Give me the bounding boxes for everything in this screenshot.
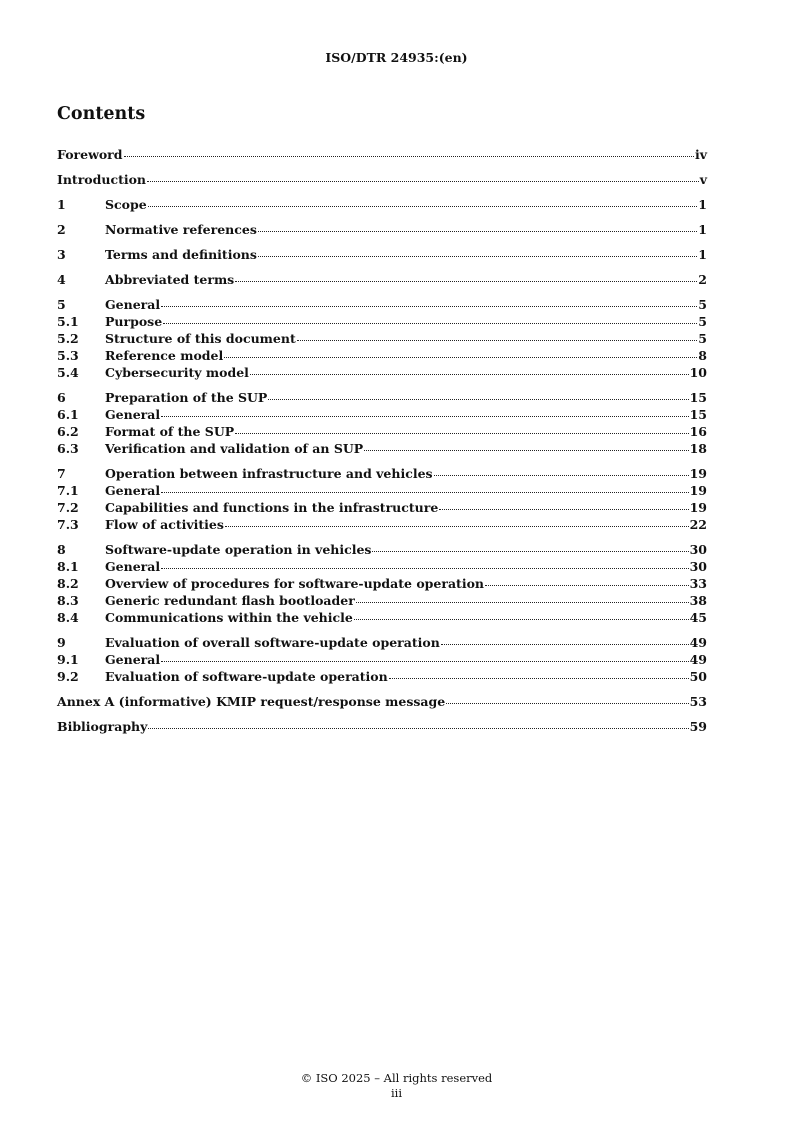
toc-dot-leader <box>235 278 697 282</box>
toc-entry-number: 6.3 <box>57 441 79 456</box>
toc-entry-number: 9 <box>57 635 66 650</box>
toc-entry-number: 8.4 <box>57 610 79 625</box>
toc-entry-number: 9.2 <box>57 669 79 684</box>
toc-entry-number: 2 <box>57 222 66 237</box>
toc-dot-leader <box>148 203 698 207</box>
toc-entry-page: 8 <box>698 348 707 363</box>
contents-title: Contents <box>57 104 146 124</box>
toc-entry-title: Structure of this document <box>105 331 296 346</box>
toc-dot-leader <box>147 178 699 182</box>
toc-dot-leader <box>434 472 689 476</box>
toc-dot-leader <box>225 523 689 527</box>
toc-dot-leader <box>250 371 689 375</box>
toc-entry-title: Software-update operation in vehicles <box>105 542 372 557</box>
toc-entry-number: 7.1 <box>57 483 79 498</box>
toc-entry[interactable] <box>57 482 707 499</box>
page-header: ISO/DTR 24935:(en) <box>325 50 468 65</box>
toc-entry[interactable] <box>57 693 707 710</box>
toc-entry-number: 8.2 <box>57 576 79 591</box>
toc-entry[interactable] <box>57 651 707 668</box>
toc-entry-title: Verification and validation of an SUP <box>105 441 364 456</box>
toc-entry-title: Scope <box>105 197 147 212</box>
toc-dot-leader <box>161 565 688 569</box>
toc-dot-leader <box>439 506 688 510</box>
toc-entry[interactable] <box>57 609 707 626</box>
toc-entry-title: Flow of activities <box>105 517 224 532</box>
toc-entry[interactable] <box>57 592 707 609</box>
toc-entry-page: 16 <box>689 424 707 439</box>
toc-entry-number: 1 <box>57 197 66 212</box>
toc-entry[interactable] <box>57 465 707 482</box>
toc-entry[interactable] <box>57 271 707 288</box>
toc-entry-page: 19 <box>689 483 707 498</box>
toc-entry-page: 38 <box>689 593 707 608</box>
toc-entry-page: 49 <box>689 635 707 650</box>
toc-dot-leader <box>354 616 689 620</box>
toc-entry[interactable] <box>57 499 707 516</box>
toc-entry-title: Operation between infrastructure and vehicles <box>105 466 433 481</box>
toc-entry-title: Abbreviated terms <box>105 272 235 287</box>
toc-entry-title: Terms and definitions <box>105 247 257 262</box>
toc-entry-page: 1 <box>698 222 707 237</box>
toc-entry[interactable] <box>57 313 707 330</box>
toc-entry[interactable] <box>57 575 707 592</box>
toc-entry-page: 19 <box>689 466 707 481</box>
toc-entry-title: Generic redundant flash bootloader <box>105 593 355 608</box>
toc-dot-leader <box>161 303 697 307</box>
toc-entry-number: 7.3 <box>57 517 79 532</box>
toc-entry[interactable] <box>57 541 707 558</box>
toc-entry[interactable] <box>57 364 707 381</box>
toc-entry-page: iv <box>694 147 707 162</box>
toc-entry-number: 6.1 <box>57 407 79 422</box>
toc-entry-title: Overview of procedures for software-update operation <box>105 576 484 591</box>
toc-dot-leader <box>268 396 688 400</box>
toc-entry-title: Capabilities and functions in the infrastructure <box>105 500 439 515</box>
toc-entry-page: 19 <box>689 500 707 515</box>
toc-dot-leader <box>356 599 689 603</box>
toc-entry-page: 5 <box>698 331 707 346</box>
toc-entry-page: 53 <box>689 694 707 709</box>
toc-entry[interactable] <box>57 389 707 406</box>
toc-entry[interactable] <box>57 423 707 440</box>
toc-entry-number: 3 <box>57 247 66 262</box>
page-number: iii <box>390 1086 403 1100</box>
toc-dot-leader <box>161 658 688 662</box>
toc-entry-page: 18 <box>689 441 707 456</box>
toc-entry[interactable] <box>57 668 707 685</box>
toc-entry-number: 8.3 <box>57 593 79 608</box>
toc-entry[interactable] <box>57 406 707 423</box>
toc-dot-leader <box>258 253 697 257</box>
toc-entry-title: Communications within the vehicle <box>105 610 353 625</box>
toc-dot-leader <box>297 337 698 341</box>
page-footer <box>0 1071 793 1101</box>
toc-entry-title: Format of the SUP <box>105 424 235 439</box>
toc-entry-page: 49 <box>689 652 707 667</box>
toc-entry-page: 30 <box>689 542 707 557</box>
toc-entry[interactable] <box>57 440 707 457</box>
toc-entry-title: Annex A (informative) KMIP request/response message <box>57 694 446 709</box>
table-of-contents <box>57 146 707 735</box>
toc-entry-title: Bibliography <box>57 719 148 734</box>
toc-entry-page: 1 <box>698 197 707 212</box>
toc-dot-leader <box>124 153 694 157</box>
toc-entry-number: 5.4 <box>57 365 79 380</box>
toc-entry-page: 30 <box>689 559 707 574</box>
toc-dot-leader <box>485 582 689 586</box>
toc-entry-number: 5.2 <box>57 331 79 346</box>
toc-entry-number: 5.1 <box>57 314 79 329</box>
toc-entry-number: 6.2 <box>57 424 79 439</box>
toc-entry[interactable] <box>57 634 707 651</box>
toc-entry-page: 45 <box>689 610 707 625</box>
toc-entry-number: 5.3 <box>57 348 79 363</box>
toc-entry-title: Reference model <box>105 348 224 363</box>
copyright-notice: © ISO 2025 – All rights reserved <box>300 1071 493 1085</box>
toc-entry-title: General <box>105 559 161 574</box>
toc-entry-title: General <box>105 483 161 498</box>
toc-entry-title: Preparation of the SUP <box>105 390 268 405</box>
toc-entry-page: 5 <box>698 297 707 312</box>
toc-entry-page: 2 <box>698 272 707 287</box>
toc-entry-number: 5 <box>57 297 66 312</box>
toc-entry-title: General <box>105 652 161 667</box>
toc-entry-page: 1 <box>698 247 707 262</box>
toc-entry-title: General <box>105 407 161 422</box>
toc-entry[interactable] <box>57 146 707 163</box>
toc-entry-title: Evaluation of software-update operation <box>105 669 388 684</box>
toc-entry-page: 5 <box>698 314 707 329</box>
toc-entry-number: 9.1 <box>57 652 79 667</box>
toc-entry[interactable] <box>57 558 707 575</box>
toc-dot-leader <box>364 447 688 451</box>
toc-entry[interactable] <box>57 718 707 735</box>
toc-dot-leader <box>441 641 689 645</box>
toc-entry-page: 22 <box>689 517 707 532</box>
toc-entry-title: Foreword <box>57 147 123 162</box>
toc-dot-leader <box>224 354 697 358</box>
toc-entry[interactable] <box>57 196 707 213</box>
toc-entry-title: Introduction <box>57 172 147 187</box>
toc-dot-leader <box>235 430 688 434</box>
toc-entry-title: General <box>105 297 161 312</box>
toc-entry-number: 4 <box>57 272 66 287</box>
toc-entry-number: 7.2 <box>57 500 79 515</box>
toc-entry[interactable] <box>57 330 707 347</box>
toc-entry-title: Cybersecurity model <box>105 365 249 380</box>
toc-dot-leader <box>258 228 697 232</box>
toc-entry-page: v <box>699 172 707 187</box>
toc-entry[interactable] <box>57 246 707 263</box>
toc-entry[interactable] <box>57 516 707 533</box>
toc-entry-title: Evaluation of overall software-update operation <box>105 635 440 650</box>
toc-entry-page: 50 <box>689 669 707 684</box>
toc-entry-page: 15 <box>689 390 707 405</box>
toc-entry-number: 7 <box>57 466 66 481</box>
toc-dot-leader <box>446 700 688 704</box>
toc-dot-leader <box>148 725 688 729</box>
toc-entry-number: 6 <box>57 390 66 405</box>
toc-dot-leader <box>389 675 689 679</box>
toc-entry-title: Purpose <box>105 314 163 329</box>
toc-entry-page: 15 <box>689 407 707 422</box>
toc-entry-number: 8.1 <box>57 559 79 574</box>
toc-entry[interactable] <box>57 296 707 313</box>
toc-entry-page: 59 <box>689 719 707 734</box>
toc-entry[interactable] <box>57 347 707 364</box>
toc-dot-leader <box>161 489 688 493</box>
toc-entry[interactable] <box>57 171 707 188</box>
toc-entry-page: 10 <box>689 365 707 380</box>
toc-entry[interactable] <box>57 221 707 238</box>
toc-dot-leader <box>372 548 688 552</box>
toc-entry-page: 33 <box>689 576 707 591</box>
toc-entry-title: Normative references <box>105 222 257 237</box>
toc-dot-leader <box>163 320 697 324</box>
toc-entry-number: 8 <box>57 542 66 557</box>
toc-dot-leader <box>161 413 688 417</box>
